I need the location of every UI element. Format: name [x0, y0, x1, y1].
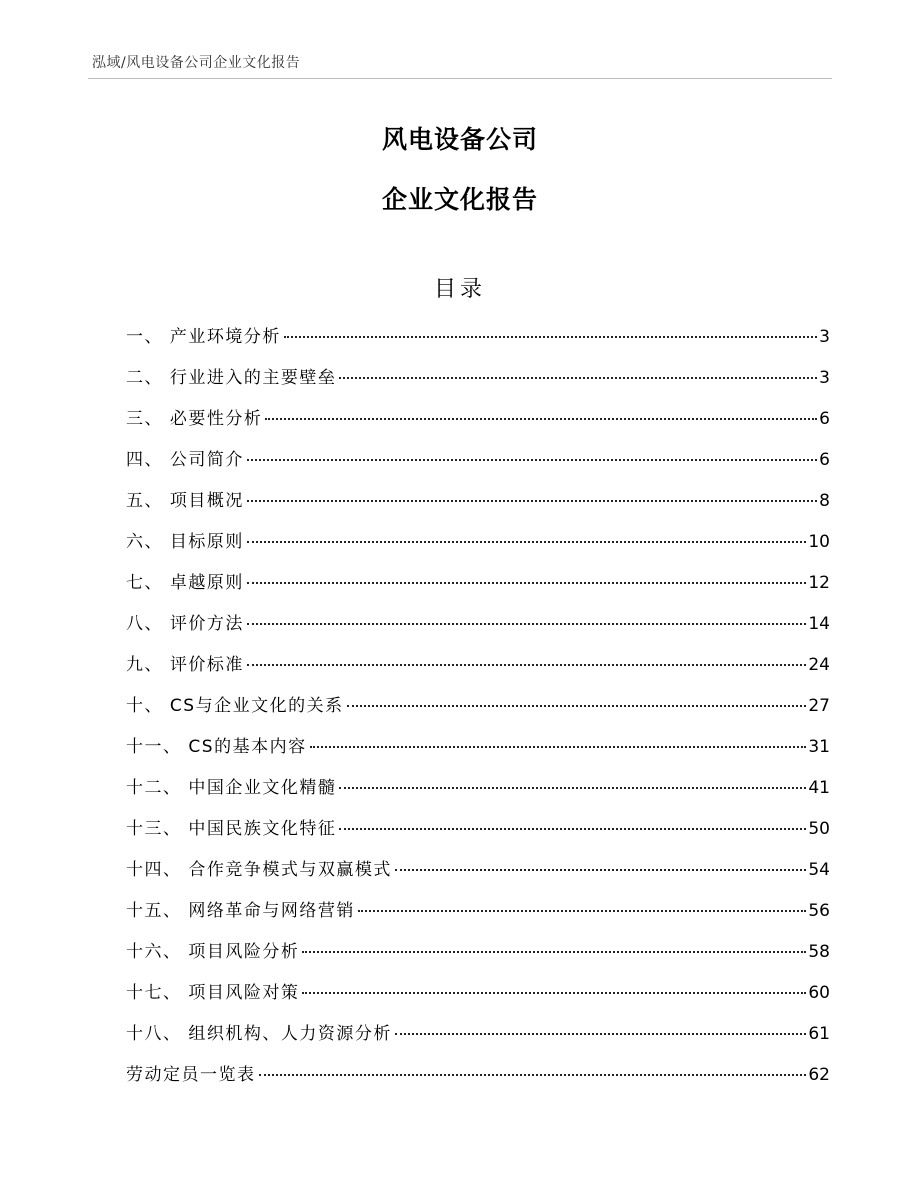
- toc-entry-page: 8: [819, 491, 830, 511]
- toc-entry-page: 14: [808, 614, 830, 634]
- toc-leader-dots: [302, 992, 806, 994]
- toc-leader-dots: [339, 377, 817, 379]
- header-rule: [88, 78, 832, 79]
- toc-leader-dots: [347, 705, 807, 707]
- toc-leader-dots: [339, 828, 806, 830]
- document-title-line-2: 企业文化报告: [381, 185, 538, 214]
- toc-entry-page: 27: [808, 696, 830, 716]
- toc-entry-label: 十六、 项目风险分析: [126, 942, 300, 962]
- toc-leader-dots: [395, 1033, 806, 1035]
- toc-entry-page: 60: [808, 983, 830, 1003]
- toc-entry-page: 62: [808, 1065, 830, 1085]
- toc-entry-label: 三、 必要性分析: [126, 409, 263, 429]
- toc-entry-page: 6: [819, 450, 830, 470]
- toc-entry-label: 十二、 中国企业文化精髓: [126, 778, 337, 798]
- toc-leader-dots: [247, 541, 806, 543]
- toc-entry-label: 七、 卓越原则: [126, 573, 244, 593]
- toc-entry[interactable]: [126, 1019, 830, 1060]
- toc-entry[interactable]: [126, 404, 830, 445]
- toc-entry[interactable]: [126, 650, 830, 691]
- toc-entry[interactable]: [126, 978, 830, 1019]
- toc-entry-label: 十五、 网络革命与网络营销: [126, 901, 355, 921]
- toc-leader-dots: [358, 910, 806, 912]
- toc-entry[interactable]: [126, 896, 830, 937]
- table-of-contents: [126, 322, 830, 1101]
- toc-entry[interactable]: [126, 445, 830, 486]
- toc-entry-page: 12: [808, 573, 830, 593]
- toc-entry-label: 二、 行业进入的主要壁垒: [126, 368, 337, 388]
- toc-entry-page: 54: [808, 860, 830, 880]
- toc-entry[interactable]: [126, 609, 830, 650]
- toc-entry-page: 58: [808, 942, 830, 962]
- toc-entry-page: 31: [808, 737, 830, 757]
- toc-entry-page: 50: [808, 819, 830, 839]
- toc-leader-dots: [247, 500, 817, 502]
- toc-leader-dots: [302, 951, 806, 953]
- toc-entry-label: 四、 公司简介: [126, 450, 244, 470]
- toc-entry[interactable]: [126, 773, 830, 814]
- toc-leader-dots: [395, 869, 806, 871]
- toc-entry-page: 24: [808, 655, 830, 675]
- toc-leader-dots: [310, 746, 807, 748]
- toc-leader-dots: [265, 418, 817, 420]
- toc-entry-page: 41: [808, 778, 830, 798]
- running-header: 泓域/风电设备公司企业文化报告: [92, 55, 301, 71]
- toc-entry[interactable]: [126, 855, 830, 896]
- toc-entry-page: 56: [808, 901, 830, 921]
- toc-entry-page: 3: [819, 327, 830, 347]
- toc-entry-label: 十、 CS与企业文化的关系: [126, 696, 344, 716]
- toc-entry-page: 3: [819, 368, 830, 388]
- toc-leader-dots: [247, 623, 806, 625]
- document-title-line-1: 风电设备公司: [381, 125, 538, 154]
- toc-entry-label: 六、 目标原则: [126, 532, 244, 552]
- toc-entry-page: 10: [808, 532, 830, 552]
- toc-entry[interactable]: [126, 1060, 830, 1101]
- toc-leader-dots: [339, 787, 806, 789]
- toc-entry-label: 十四、 合作竞争模式与双赢模式: [126, 860, 392, 880]
- toc-entry[interactable]: [126, 568, 830, 609]
- toc-entry-page: 61: [808, 1024, 830, 1044]
- toc-entry-label: 一、 产业环境分析: [126, 327, 281, 347]
- toc-entry-label: 五、 项目概况: [126, 491, 244, 511]
- toc-entry-label: 十三、 中国民族文化特征: [126, 819, 337, 839]
- toc-entry[interactable]: [126, 732, 830, 773]
- toc-entry-label: 十七、 项目风险对策: [126, 983, 300, 1003]
- toc-leader-dots: [284, 336, 817, 338]
- toc-leader-dots: [247, 664, 806, 666]
- toc-entry[interactable]: [126, 322, 830, 363]
- toc-entry-label: 劳动定员一览表: [126, 1065, 256, 1085]
- toc-entry[interactable]: [126, 937, 830, 978]
- toc-leader-dots: [259, 1074, 807, 1076]
- toc-entry[interactable]: [126, 527, 830, 568]
- toc-entry[interactable]: [126, 691, 830, 732]
- toc-entry-label: 十八、 组织机构、人力资源分析: [126, 1024, 392, 1044]
- toc-leader-dots: [247, 582, 806, 584]
- toc-entry[interactable]: [126, 486, 830, 527]
- toc-entry-label: 十一、 CS的基本内容: [126, 737, 307, 757]
- toc-entry-label: 八、 评价方法: [126, 614, 244, 634]
- toc-leader-dots: [247, 459, 817, 461]
- toc-entry[interactable]: [126, 363, 830, 404]
- toc-heading: 目录: [433, 277, 486, 302]
- toc-entry[interactable]: [126, 814, 830, 855]
- toc-entry-label: 九、 评价标准: [126, 655, 244, 675]
- toc-entry-page: 6: [819, 409, 830, 429]
